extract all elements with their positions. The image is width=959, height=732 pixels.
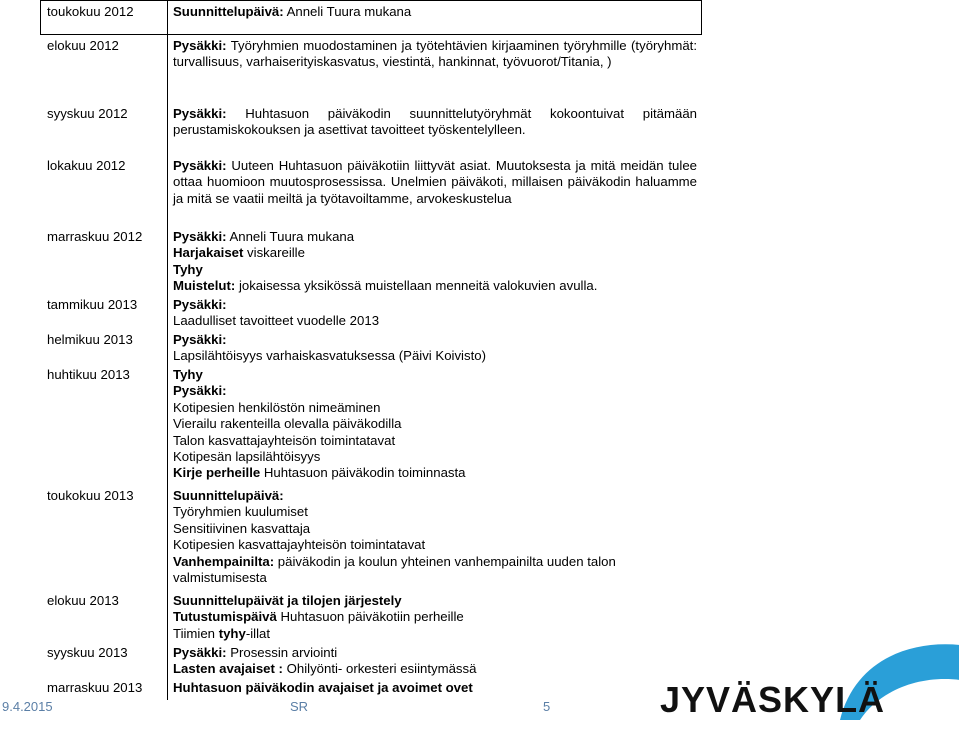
row-line — [173, 297, 697, 313]
bold-label: tyhy — [218, 625, 246, 641]
row-content — [173, 332, 697, 365]
row-date: toukokuu 2012 — [47, 4, 134, 19]
line-text: Kotipesien henkilöstön nimeäminen — [173, 399, 381, 415]
line-text: Anneli Tuura mukana — [283, 4, 412, 19]
line-text: Työryhmien muodostaminen ja työtehtävien kirjaaminen työryhmille (työryhmät: turvallisuus, varhaiserityiskasvatus, viestintä, hankinnat, työvuorot/Titania, ) — [173, 38, 697, 70]
row-line — [173, 106, 697, 139]
footer-author: SR — [290, 699, 309, 714]
line-text: Laadulliset tavoitteet vuodelle 2013 — [173, 313, 380, 329]
row-line — [173, 465, 697, 481]
row-content — [173, 106, 697, 139]
bold-label: Muistelut: — [173, 278, 236, 294]
row-date: toukokuu 2013 — [47, 488, 134, 503]
row-line — [173, 158, 697, 207]
row-line — [173, 4, 697, 20]
bold-label: Pysäkki: — [173, 106, 227, 121]
bold-label: Pysäkki: — [173, 383, 227, 399]
row-date: tammikuu 2013 — [47, 297, 138, 312]
row-line — [173, 383, 697, 399]
line-text: -illat — [245, 625, 270, 641]
row-content — [173, 593, 697, 642]
page-number: 5 — [543, 699, 551, 714]
row-line — [173, 593, 697, 609]
row-date: helmikuu 2013 — [47, 332, 133, 347]
line-text: Työryhmien kuulumiset — [173, 504, 308, 520]
bold-label: Pysäkki: — [173, 645, 227, 660]
line-text: Huhtasuon päiväkodin toiminnasta — [260, 465, 466, 481]
line-text: viskareille — [243, 245, 305, 261]
bold-label: Suunnittelupäivä: — [173, 488, 284, 503]
line-text: Uuteen Huhtasuon päiväkotiin liittyvät asiat. Muutoksesta ja mitä meidän tulee ottaa huomioon muutosprosessissa. Unelmien päiväkoti, millaisen päiväkodin haluamme ja mitä se vaatii meiltä ja työtavoiltamme, arvokeskustelua — [173, 158, 697, 206]
row-line — [173, 433, 697, 449]
line-text: Prosessin arviointi — [226, 645, 338, 660]
row-content — [173, 229, 697, 295]
bold-label: Pysäkki: — [173, 158, 227, 173]
row-line — [173, 449, 697, 465]
row-line — [173, 400, 697, 416]
bold-label: Lasten avajaiset : — [173, 661, 283, 677]
row-line — [173, 554, 697, 587]
row-date: marraskuu 2012 — [47, 229, 143, 244]
row-line — [173, 348, 697, 364]
row-content — [173, 367, 697, 482]
bold-label: Pysäkki: — [173, 297, 227, 312]
row-line — [173, 661, 697, 677]
footer-date: 9.4.2015 — [2, 699, 53, 714]
line-text: päiväkodin ja koulun yhteinen vanhempainilta uuden talon valmistumisesta — [173, 553, 616, 586]
row-line — [173, 645, 697, 661]
row-date: syyskuu 2013 — [47, 645, 128, 660]
row-content — [173, 158, 697, 207]
row-line — [173, 332, 697, 348]
line-text: Huhtasuon päiväkotiin perheille — [276, 609, 464, 625]
row-date: huhtikuu 2013 — [47, 367, 130, 382]
row-content — [173, 4, 697, 20]
row-content — [173, 680, 697, 696]
row-content — [173, 488, 697, 586]
line-text: Anneli Tuura mukana — [226, 229, 355, 244]
row-date: syyskuu 2012 — [47, 106, 128, 121]
bold-label: Tyhy — [173, 261, 203, 277]
row-line — [173, 367, 697, 383]
bold-label: Pysäkki: — [173, 229, 227, 244]
bold-label: Vanhempainilta: — [173, 553, 275, 569]
row-line — [173, 626, 697, 642]
bold-label: Pysäkki: — [173, 38, 227, 53]
bold-label: Kirje perheille — [173, 465, 261, 481]
line-text: Sensitiivinen kasvattaja — [173, 520, 311, 536]
row-line — [173, 680, 697, 696]
row-date: lokakuu 2012 — [47, 158, 126, 173]
row-line — [173, 521, 697, 537]
row-date: elokuu 2013 — [47, 593, 119, 608]
row-line — [173, 245, 697, 261]
row-date: elokuu 2012 — [47, 38, 119, 53]
line-text: Lapsilähtöisyys varhaiskasvatuksessa (Päivi Koivisto) — [173, 348, 486, 364]
line-text: Ohilyönti- orkesteri esiintymässä — [282, 661, 477, 677]
row-line — [173, 278, 697, 294]
row-line — [173, 229, 697, 245]
bold-label: Tutustumispäivä — [173, 609, 277, 625]
line-text: Vierailu rakenteilla olevalla päiväkodilla — [173, 416, 402, 432]
line-text: Kotipesien kasvattajayhteisön toimintatavat — [173, 537, 426, 553]
row-line — [173, 609, 697, 625]
line-text: Talon kasvattajayhteisön toimintatavat — [173, 432, 396, 448]
row-content — [173, 38, 697, 71]
row-content — [173, 297, 697, 330]
bold-label: Pysäkki: — [173, 332, 227, 347]
row-content — [173, 645, 697, 678]
line-text: jokaisessa yksikössä muistellaan menneitä valokuvien avulla. — [235, 278, 598, 294]
row-line — [173, 488, 697, 504]
row-date: marraskuu 2013 — [47, 680, 143, 695]
line-text: Tiimien — [173, 625, 219, 641]
jyvaskyla-logo: JYVÄSKYLÄ — [660, 679, 886, 720]
row-line — [173, 38, 697, 71]
bold-label: Harjakaiset — [173, 245, 244, 261]
schedule-table — [40, 0, 702, 700]
row-line — [173, 416, 697, 432]
line-text: Kotipesän lapsilähtöisyys — [173, 449, 321, 465]
bold-label: Suunnittelupäivät ja tilojen järjestely — [173, 593, 402, 608]
row-line — [173, 262, 697, 278]
row-line — [173, 313, 697, 329]
bold-label: Huhtasuon päiväkodin avajaiset ja avoimet ovet — [173, 680, 473, 695]
bold-label: Tyhy — [173, 367, 203, 382]
row-line — [173, 537, 697, 553]
row-line — [173, 504, 697, 520]
bold-label: Suunnittelupäivä: — [173, 4, 284, 19]
line-text: Huhtasuon päiväkodin suunnittelutyöryhmät kokoontuivat pitämään perustamiskokouksen ja asettivat tavoitteet työskentelylleen. — [173, 106, 697, 138]
